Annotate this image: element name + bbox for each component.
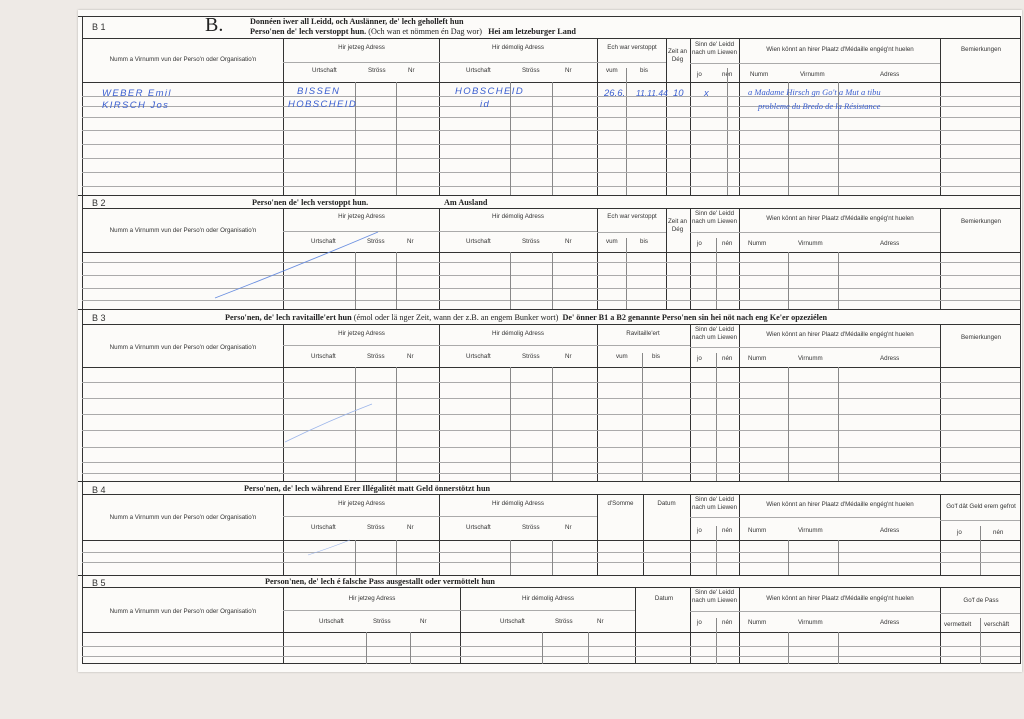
b4-col-name: Numm a Virnumm vun der Perso'n oder Organisatio'n <box>109 514 257 521</box>
b2-title-b: Am Ausland <box>444 198 488 207</box>
entry-town2: HOBSCHEID <box>288 99 358 110</box>
b2-col-time: Zeit an Dég <box>668 218 687 233</box>
b3-col-addr-now: Hir jetzeg Adress <box>338 330 385 337</box>
b1-title-b: (Och wan et nömmen én Dag wor) <box>368 27 482 36</box>
b5-col-date: Datum <box>654 595 674 602</box>
b4-col-money: Go'f dât Geld erem gefrot <box>946 503 1016 510</box>
b1-sub-name: Numm <box>750 71 769 78</box>
b3-sub-firstname: Virnumm <box>798 355 823 362</box>
b4-sub-nr: Nr <box>407 524 414 531</box>
b3-sub-from: vum <box>616 353 628 360</box>
b1-sub-street-old: Ströss <box>522 67 540 74</box>
b1-sub-yes: jo <box>697 71 702 78</box>
b3-sub-no: nén <box>722 355 733 362</box>
b3-title-a: Perso'nen, de' lech ravitaille'ert hun <box>225 313 352 322</box>
b1-col-medal: Wien könnt an hirer Plaatz d'Médaille engég'nt huelen <box>766 46 914 53</box>
b4-col-medal: Wien könnt an hirer Plaatz d'Médaille engég'nt huelen <box>766 501 914 508</box>
b1-col-addr-old: Hir démolig Adress <box>492 44 544 51</box>
b2-sub-nr-old: Nr <box>565 238 572 245</box>
b2-sub-no: nén <box>722 240 733 247</box>
b5-sub-bought: vermettelt <box>944 621 972 628</box>
b2-sub-from: vum <box>606 238 618 245</box>
b1-col-addr-now: Hir jetzeg Adress <box>338 44 385 51</box>
b3-sub-nr-old: Nr <box>565 353 572 360</box>
b1-sub-nr-old: Nr <box>565 67 572 74</box>
b1-sub-firstname: Virnumm <box>800 71 825 78</box>
entry-row1-name: WEBER Emil <box>102 88 172 99</box>
b2-col-remarks: Bemierkungen <box>961 218 1001 225</box>
b1-sub-to: bis <box>640 67 648 74</box>
b5-col-name: Numm a Virnumm vun der Perso'n oder Organisatio'n <box>109 608 257 615</box>
b2-title-a: Perso'nen de' lech verstoppt hun. <box>252 198 369 207</box>
entry-medal-line1: a Madame Hirsch gn Go't a Mut a tibu <box>748 87 881 97</box>
b4-label: B 4 <box>92 485 106 495</box>
b5-sub-name: Numm <box>748 619 767 626</box>
b1-letter: B. <box>205 14 224 36</box>
b3-sub-yes: jo <box>697 355 702 362</box>
b3-sub-to: bis <box>652 353 660 360</box>
b1-sub-town-old: Urtschaft <box>466 67 491 74</box>
b5-col-pass: Go'f de Pass <box>963 597 999 604</box>
entry-medal-line2: probleme du Bredo de la Résistance <box>758 101 881 111</box>
b3-sub-street: Ströss <box>367 353 385 360</box>
b5-label: B 5 <box>92 578 106 588</box>
b2-sub-to: bis <box>640 238 648 245</box>
b1-sub-no: nén <box>722 71 733 78</box>
b1-sub-nr: Nr <box>408 67 415 74</box>
b5-col-medal: Wien könnt an hirer Plaatz d'Médaille engég'nt huelen <box>766 595 914 602</box>
b4-sub-street: Ströss <box>367 524 385 531</box>
b4-sub-nr-old: Nr <box>565 524 572 531</box>
b5-title: Person'nen, de' lech é falsche Pass ausgestallt oder vermöttelt hun <box>265 577 495 586</box>
b5-sub-town: Urtschaft <box>319 618 344 625</box>
b5-sub-street: Ströss <box>373 618 391 625</box>
b5-sub-firstname: Virnumm <box>798 619 823 626</box>
b3-col-risk: Sinn de' Leidd nach um Liewen <box>691 326 738 341</box>
b5-col-addr-old: Hir démolig Adress <box>522 595 574 602</box>
entry-old-town: HOBSCHEID <box>455 86 525 97</box>
b2-col-medal: Wien könnt an hirer Plaatz d'Médaille engég'nt huelen <box>766 215 914 222</box>
b1-col-remarks: Bemierkungen <box>961 46 1001 53</box>
b2-sub-firstname: Virnumm <box>798 240 823 247</box>
b1-sub-street: Ströss <box>368 67 386 74</box>
b2-sub-town: Urtschaft <box>311 238 336 245</box>
pen-stroke-b4 <box>308 540 350 555</box>
b4-sub-name: Numm <box>748 527 767 534</box>
b5-col-risk: Sinn de' Leidd nach um Liewen <box>691 589 738 604</box>
b1-title-a: Perso'nen de' lech verstoppt hun. <box>250 27 367 36</box>
b1-col-risk: Sinn de' Leidd nach um Liewen <box>691 41 738 56</box>
pen-stroke-b2 <box>215 232 378 298</box>
b2-col-name: Numm a Virnumm vun der Perso'n oder Organisatio'n <box>109 227 257 234</box>
b4-col-addr-old: Hir démolig Adress <box>492 500 544 507</box>
b3-col-supplied: Ravitaille'ert <box>626 330 660 337</box>
b3-label: B 3 <box>92 313 106 323</box>
b3-sub-town: Urtschaft <box>311 353 336 360</box>
b4-col-amount: d'Somme <box>607 500 634 507</box>
b3-col-addr-old: Hir démolig Adress <box>492 330 544 337</box>
b5-col-addr-now: Hir jetzeg Adress <box>348 595 396 602</box>
b5-sub-address: Adress <box>880 619 900 626</box>
b4-sub-no: nén <box>722 527 733 534</box>
b4-title: Perso'nen, de' lech während Erer Illégalitét matt Geld önnerstötzt hun <box>244 484 491 493</box>
b4-col-addr-now: Hir jetzeg Adress <box>338 500 385 507</box>
b5-sub-made: verschäft <box>984 621 1010 628</box>
b3-sub-address: Adress <box>880 355 900 362</box>
b4-sub-firstname: Virnumm <box>798 527 823 534</box>
b2-sub-address: Adress <box>880 240 900 247</box>
b4-sub-no2: nén <box>993 529 1004 536</box>
entry-to-date: 11.11.44 <box>636 88 668 98</box>
b4-sub-street-old: Ströss <box>522 524 540 531</box>
b2-col-risk: Sinn de' Leidd nach um Liewen <box>691 210 738 225</box>
entry-old-town2: id <box>480 99 491 110</box>
b1-sub-town: Urtschaft <box>312 67 337 74</box>
entry-risk-mark: x <box>704 88 709 99</box>
b5-sub-yes: jo <box>697 619 702 626</box>
entry-from-date: 26.6. <box>604 88 626 99</box>
b4-sub-yes2: jo <box>957 529 962 536</box>
b1-label: B 1 <box>92 22 106 32</box>
b5-sub-street-old: Ströss <box>555 618 573 625</box>
b1-title-c: Hei am letzeburger Land <box>488 27 576 36</box>
b3-col-name: Numm a Virnumm vun der Perso'n oder Organisatio'n <box>109 344 257 351</box>
b2-sub-name: Numm <box>748 240 767 247</box>
entry-town: BISSEN <box>297 86 341 97</box>
b2-col-addr-now: Hir jetzeg Adress <box>338 213 385 220</box>
b3-sub-nr: Nr <box>407 353 414 360</box>
b1-sub-from: vum <box>606 67 618 74</box>
b5-sub-town-old: Urtschaft <box>500 618 525 625</box>
b3-title-c: De' önner B1 a B2 genannte Perso'nen sin hei nöt nach eng Ke'er opzeziélen <box>562 313 828 322</box>
b3-col-remarks: Bemierkungen <box>961 334 1001 341</box>
b2-label: B 2 <box>92 198 106 208</box>
b3-sub-name: Numm <box>748 355 767 362</box>
b1-col-name: Numm a Virnumm vun der Perso'n oder Organisatio'n <box>109 56 257 63</box>
b4-sub-town: Urtschaft <box>311 524 336 531</box>
b1-col-time: Zeit an Dég <box>668 48 687 63</box>
pen-stroke-b3 <box>285 404 372 442</box>
b1-title-line1: Donnéen iwer all Leidd, och Auslänner, de' lech geholleft hun <box>250 17 464 26</box>
b3-title-b: (émol oder lä nger Zeit, wann der z.B. an engem Bunker wort) <box>353 313 559 322</box>
b4-sub-address: Adress <box>880 527 900 534</box>
entry-row2-name: KIRSCH Jos <box>102 100 170 111</box>
b2-sub-yes: jo <box>697 240 702 247</box>
b3-col-medal: Wien könnt an hirer Plaatz d'Médaille engég'nt huelen <box>766 331 914 338</box>
b2-sub-town-old: Urtschaft <box>466 238 491 245</box>
b4-sub-yes: jo <box>697 527 702 534</box>
b4-sub-town-old: Urtschaft <box>466 524 491 531</box>
b2-col-hidden: Ech war verstoppt <box>607 213 657 220</box>
b2-sub-nr: Nr <box>407 238 414 245</box>
b1-sub-address: Adress <box>880 71 900 78</box>
b2-col-addr-old: Hir démolig Adress <box>492 213 544 220</box>
b1-col-hidden: Ech war verstoppt <box>607 44 657 51</box>
b2-sub-street: Ströss <box>367 238 385 245</box>
b5-sub-nr-old: Nr <box>597 618 604 625</box>
b5-sub-nr: Nr <box>420 618 427 625</box>
entry-days: 10 <box>673 88 684 99</box>
b4-col-risk: Sinn de' Leidd nach um Liewen <box>691 496 738 511</box>
b2-sub-street-old: Ströss <box>522 238 540 245</box>
b3-sub-street-old: Ströss <box>522 353 540 360</box>
b5-sub-no: nén <box>722 619 733 626</box>
b4-col-date: Datum <box>657 500 676 507</box>
b3-sub-town-old: Urtschaft <box>466 353 491 360</box>
